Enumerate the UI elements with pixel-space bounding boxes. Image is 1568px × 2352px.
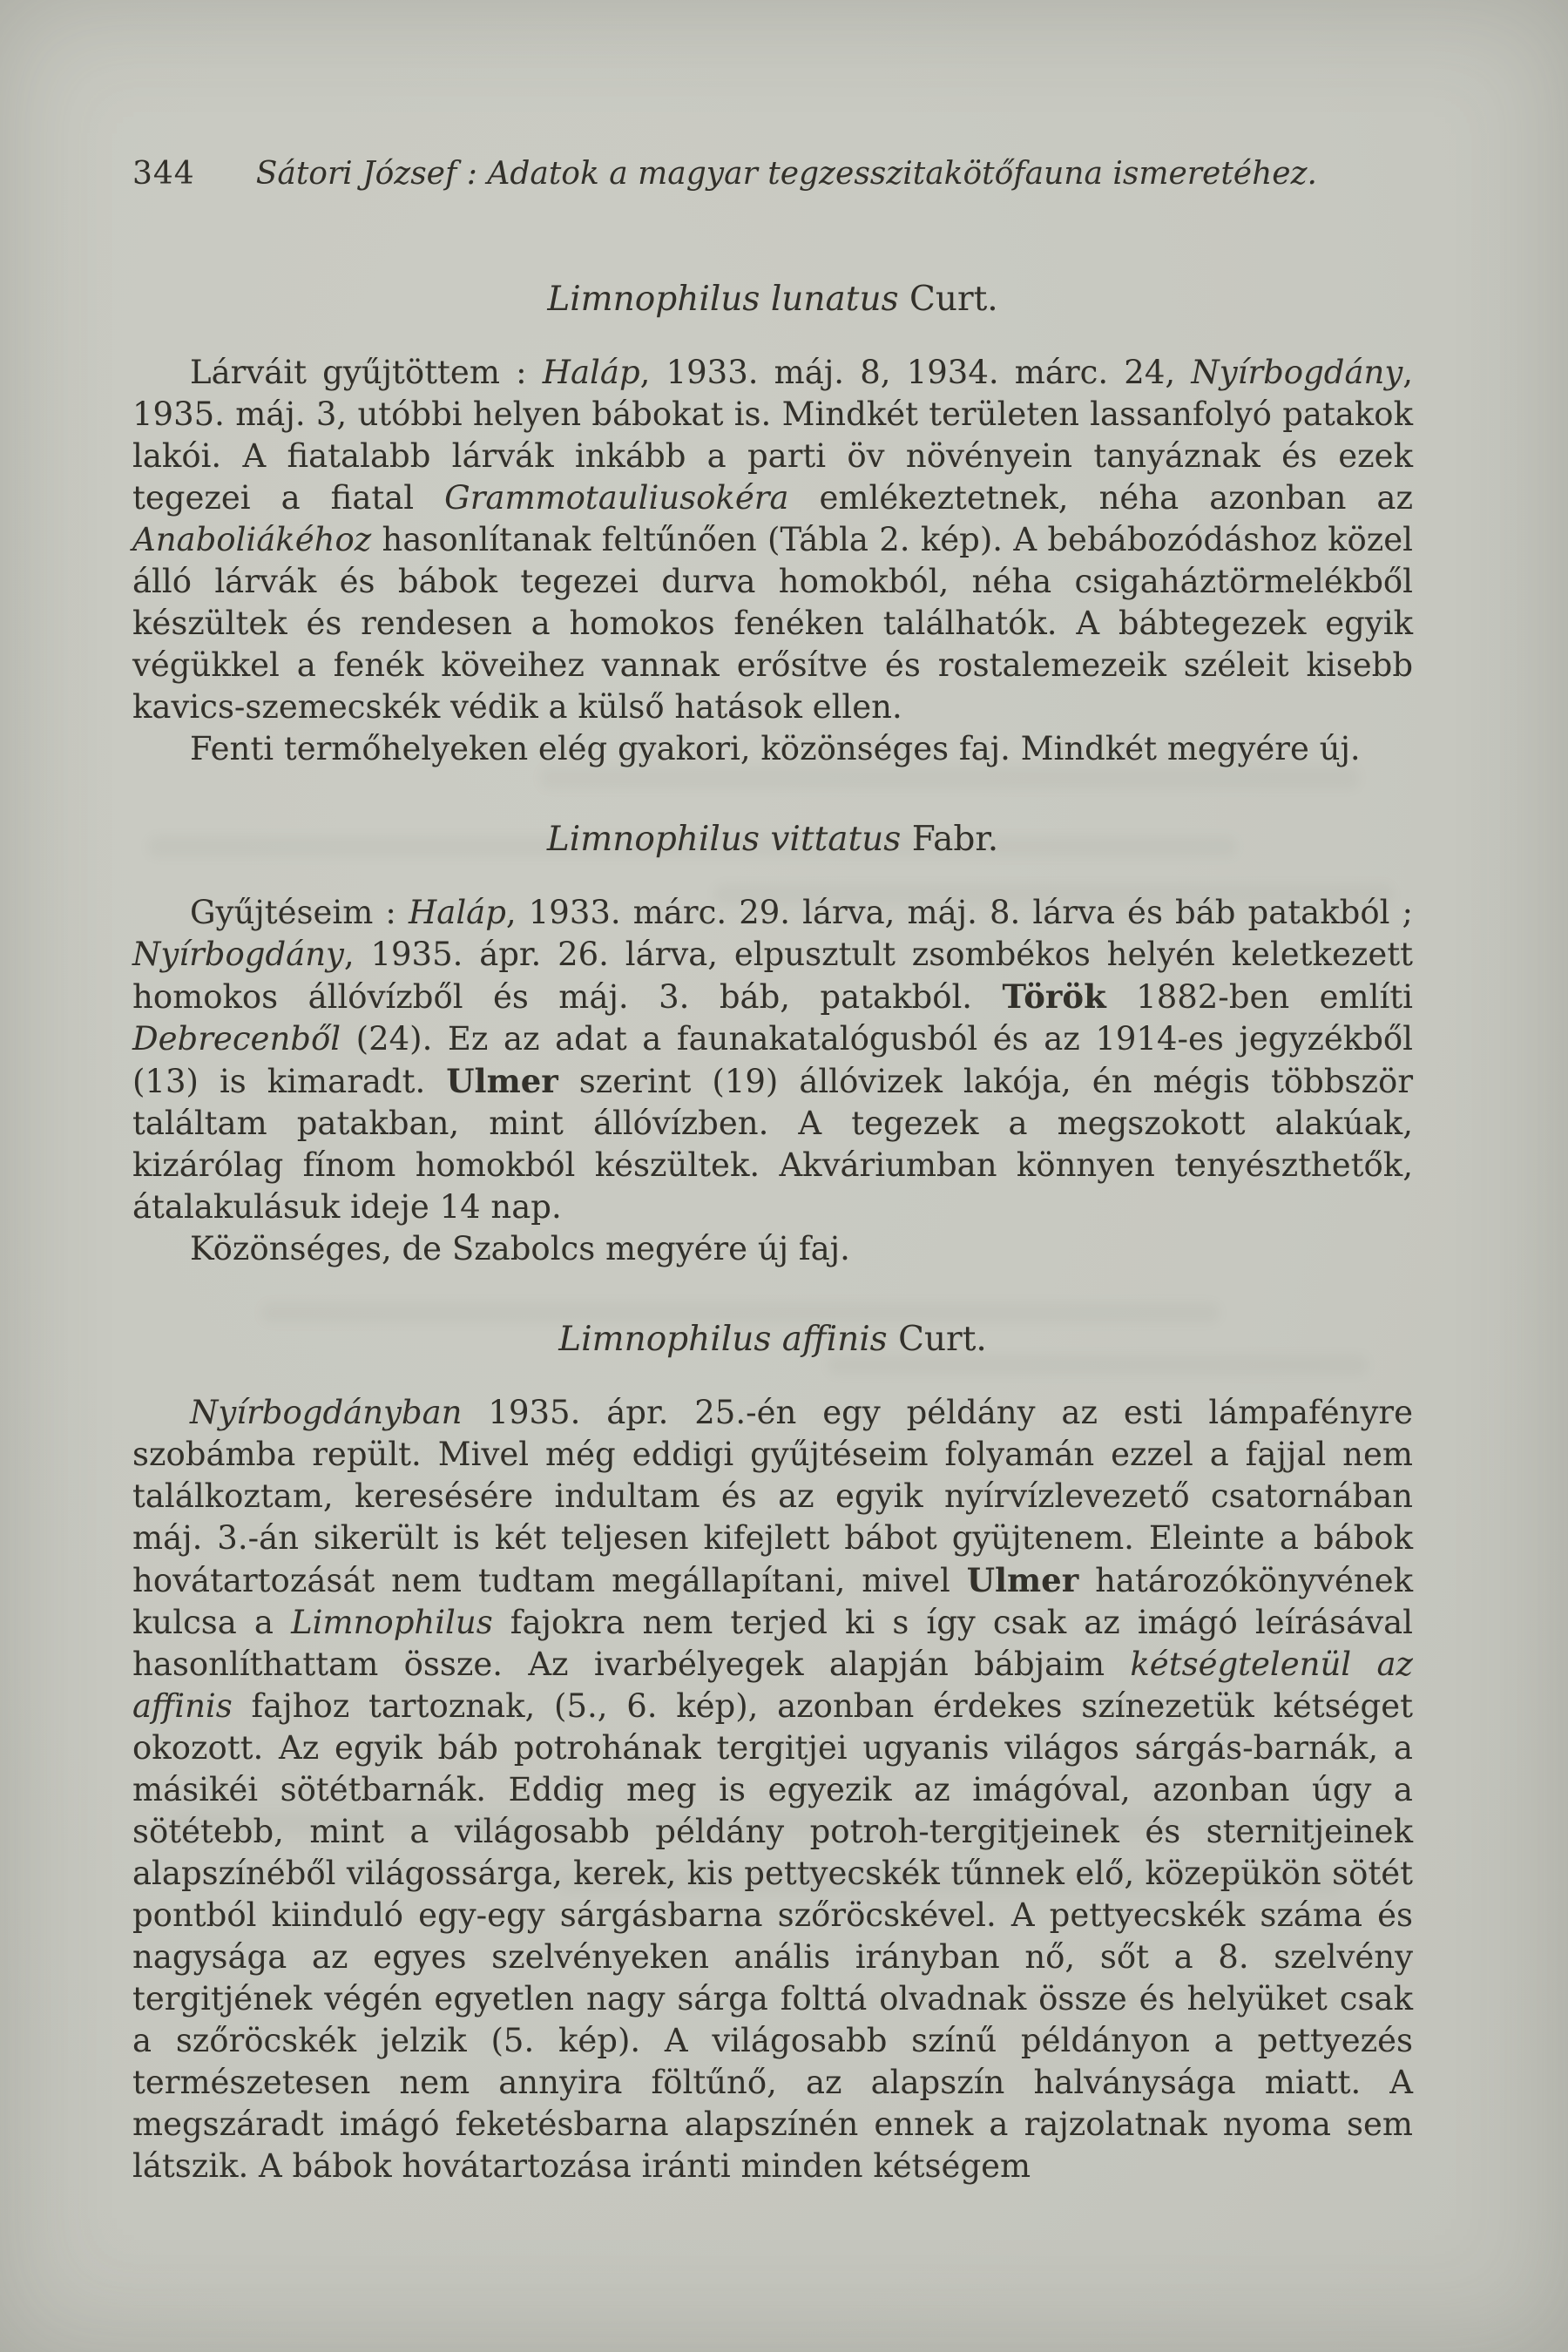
text-segment: Ulmer (966, 1561, 1079, 1599)
article-body (132, 230, 1413, 2187)
text-segment: Limnophilus vittatus (546, 820, 902, 859)
text-segment: Ulmer (446, 1062, 558, 1100)
text-segment: Limnophilus lunatus (547, 280, 899, 319)
text-segment: 1882-ben említi (1105, 978, 1413, 1016)
text-segment: Nyírbogdány (132, 936, 344, 973)
text-segment: , 1935. ápr. 26. lárva, elpusztult zsombékos helyén keletkezett homokos állóvízből és máj. 3. báb, patakból. (132, 936, 1413, 1016)
paragraph (132, 892, 1413, 1228)
species-heading (132, 279, 1413, 321)
text-segment: kétségtelenül az affinis (132, 1646, 1414, 1725)
text-segment: Grammotauliusokéra (444, 479, 789, 517)
text-segment: Lárváit gyűjtöttem : (190, 354, 543, 391)
species-heading (132, 1319, 1413, 1361)
text-segment: Török (1002, 977, 1106, 1016)
text-segment: Fabr. (901, 820, 999, 859)
text-segment: Haláp (409, 894, 506, 931)
text-segment: hasonlítanak feltűnően (Tábla 2. kép). A bebábozódáshoz közel álló lárvák és bábok tegezei durva homokból, néha csigaháztörmelékből készültek és rendesen a homokos fenéken találhatók. A bábtegezek egyik végükkel a fenék köveihez vannak erősítve és rostalemezeik széleit kisebb kavics-szemecskék védik a külső hatások ellen. (132, 521, 1413, 726)
text-segment: Nyírbogdány (1191, 354, 1403, 391)
text-segment: fajokra nem terjed ki s így csak az imágó leírásával hasonlíthattam össze. Az ivarbélyegek alapján bábjaim (132, 1604, 1414, 1683)
text-segment: Haláp (542, 354, 640, 391)
text-segment: Curt. (898, 280, 998, 319)
text-segment: (24). Ez az adat a faunakatalógusból és az 1914-es jegyzékből (13) is kimaradt. (132, 1020, 1413, 1100)
page-number: 344 (132, 156, 195, 192)
paragraph (132, 352, 1413, 728)
text-segment: Curt. (887, 1320, 987, 1359)
text-segment: fajhoz tartoznak, (5., 6. kép), azonban érdekes színezetük kétséget okozott. Az egyik báb potrohának tergitjei ugyanis világos sárgás-barnák, a másikéi sötétbarnák. Eddig meg is egyezik az imágóval, azonban úgy a sötétebb, mint a világosabb példány potroh-tergitjeinek és sternitjeinek alapszínéből világossárga, kerek, kis pettyecskék tűnnek elő, közepükön sötét pontból kiinduló egy-egy sárgásbarna szőröcskével. A pettyecskék száma és nagysága az egyes szelvényeken anális irányban nő, sőt a 8. szelvény tergitjének végén egyetlen nagy sárga folttá olvadnak össze és helyüket csak a szőröcskék jelzik (5. kép). A világosabb színű példányon a pettyezés természetesen nem annyira föltűnő, az alapszín halványsága miatt. A megszáradt imágó feketésbarna alapszínén ennek a rajzolatnak nyoma sem látszik. A bábok hovátartozása iránti minden kétségem (132, 1687, 1413, 2185)
text-segment: szerint (19) állóvizek lakója, én mégis többször találtam patakban, mint állóvízben. A tegezek a megszokott alakúak, kizárólag fínom homokból készültek. Akváriumban könnyen tenyészthetők, átalakulásuk ideje 14 nap. (132, 1063, 1413, 1226)
text-segment: emlékeztetnek, néha azonban az (788, 479, 1413, 517)
paragraph (132, 728, 1413, 770)
text-segment: 1935. ápr. 25.-én egy példány az esti lámpafényre szobámba repült. Mivel még eddigi gyűjtéseim folyamán ezzel a fajjal nem találkoztam, keresésére indultam és az egyik nyírvízlevezető csatornában máj. 3.-án sikerült is két teljesen kifejlett bábot gyüjtenem. Eleinte a bábok hovátartozását nem tudtam megállapítani, mivel (132, 1394, 1413, 1599)
text-segment: Nyírbogdányban (190, 1394, 463, 1431)
text-segment: Debrecenből (132, 1020, 341, 1058)
text-segment: Fenti termőhelyeken elég gyakori, közönséges faj. Mindkét megyére új. (190, 730, 1361, 767)
text-segment: , 1935. máj. 3, utóbbi helyen bábokat is. Mindkét területen lassanfolyó patakok lakói. A fiatalabb lárvák inkább a parti öv növényein tanyáznak és ezek tegezei a fiatal (132, 354, 1413, 517)
paragraph (132, 1228, 1413, 1270)
text-segment: , 1933. máj. 8, 1934. márc. 24, (639, 354, 1192, 391)
running-title: Sátori József : Adatok a magyar tegzesszitakötőfauna ismeretéhez. (255, 156, 1317, 192)
species-heading (132, 819, 1413, 861)
paragraph (132, 1392, 1413, 2187)
text-segment: Limnophilus (291, 1604, 493, 1641)
text-segment: Közönséges, de Szabolcs megyére új faj. (190, 1230, 850, 1267)
text-segment: Limnophilus affinis (558, 1320, 888, 1359)
running-head (132, 155, 1413, 193)
text-segment: , 1933. márc. 29. lárva, máj. 8. lárva és báb patakból ; (505, 894, 1413, 931)
text-segment: határozókönyvének kulcsa a (132, 1562, 1414, 1641)
text-segment: Gyűjtéseim : (190, 894, 409, 931)
text-segment: Anaboliákéhoz (132, 521, 372, 558)
